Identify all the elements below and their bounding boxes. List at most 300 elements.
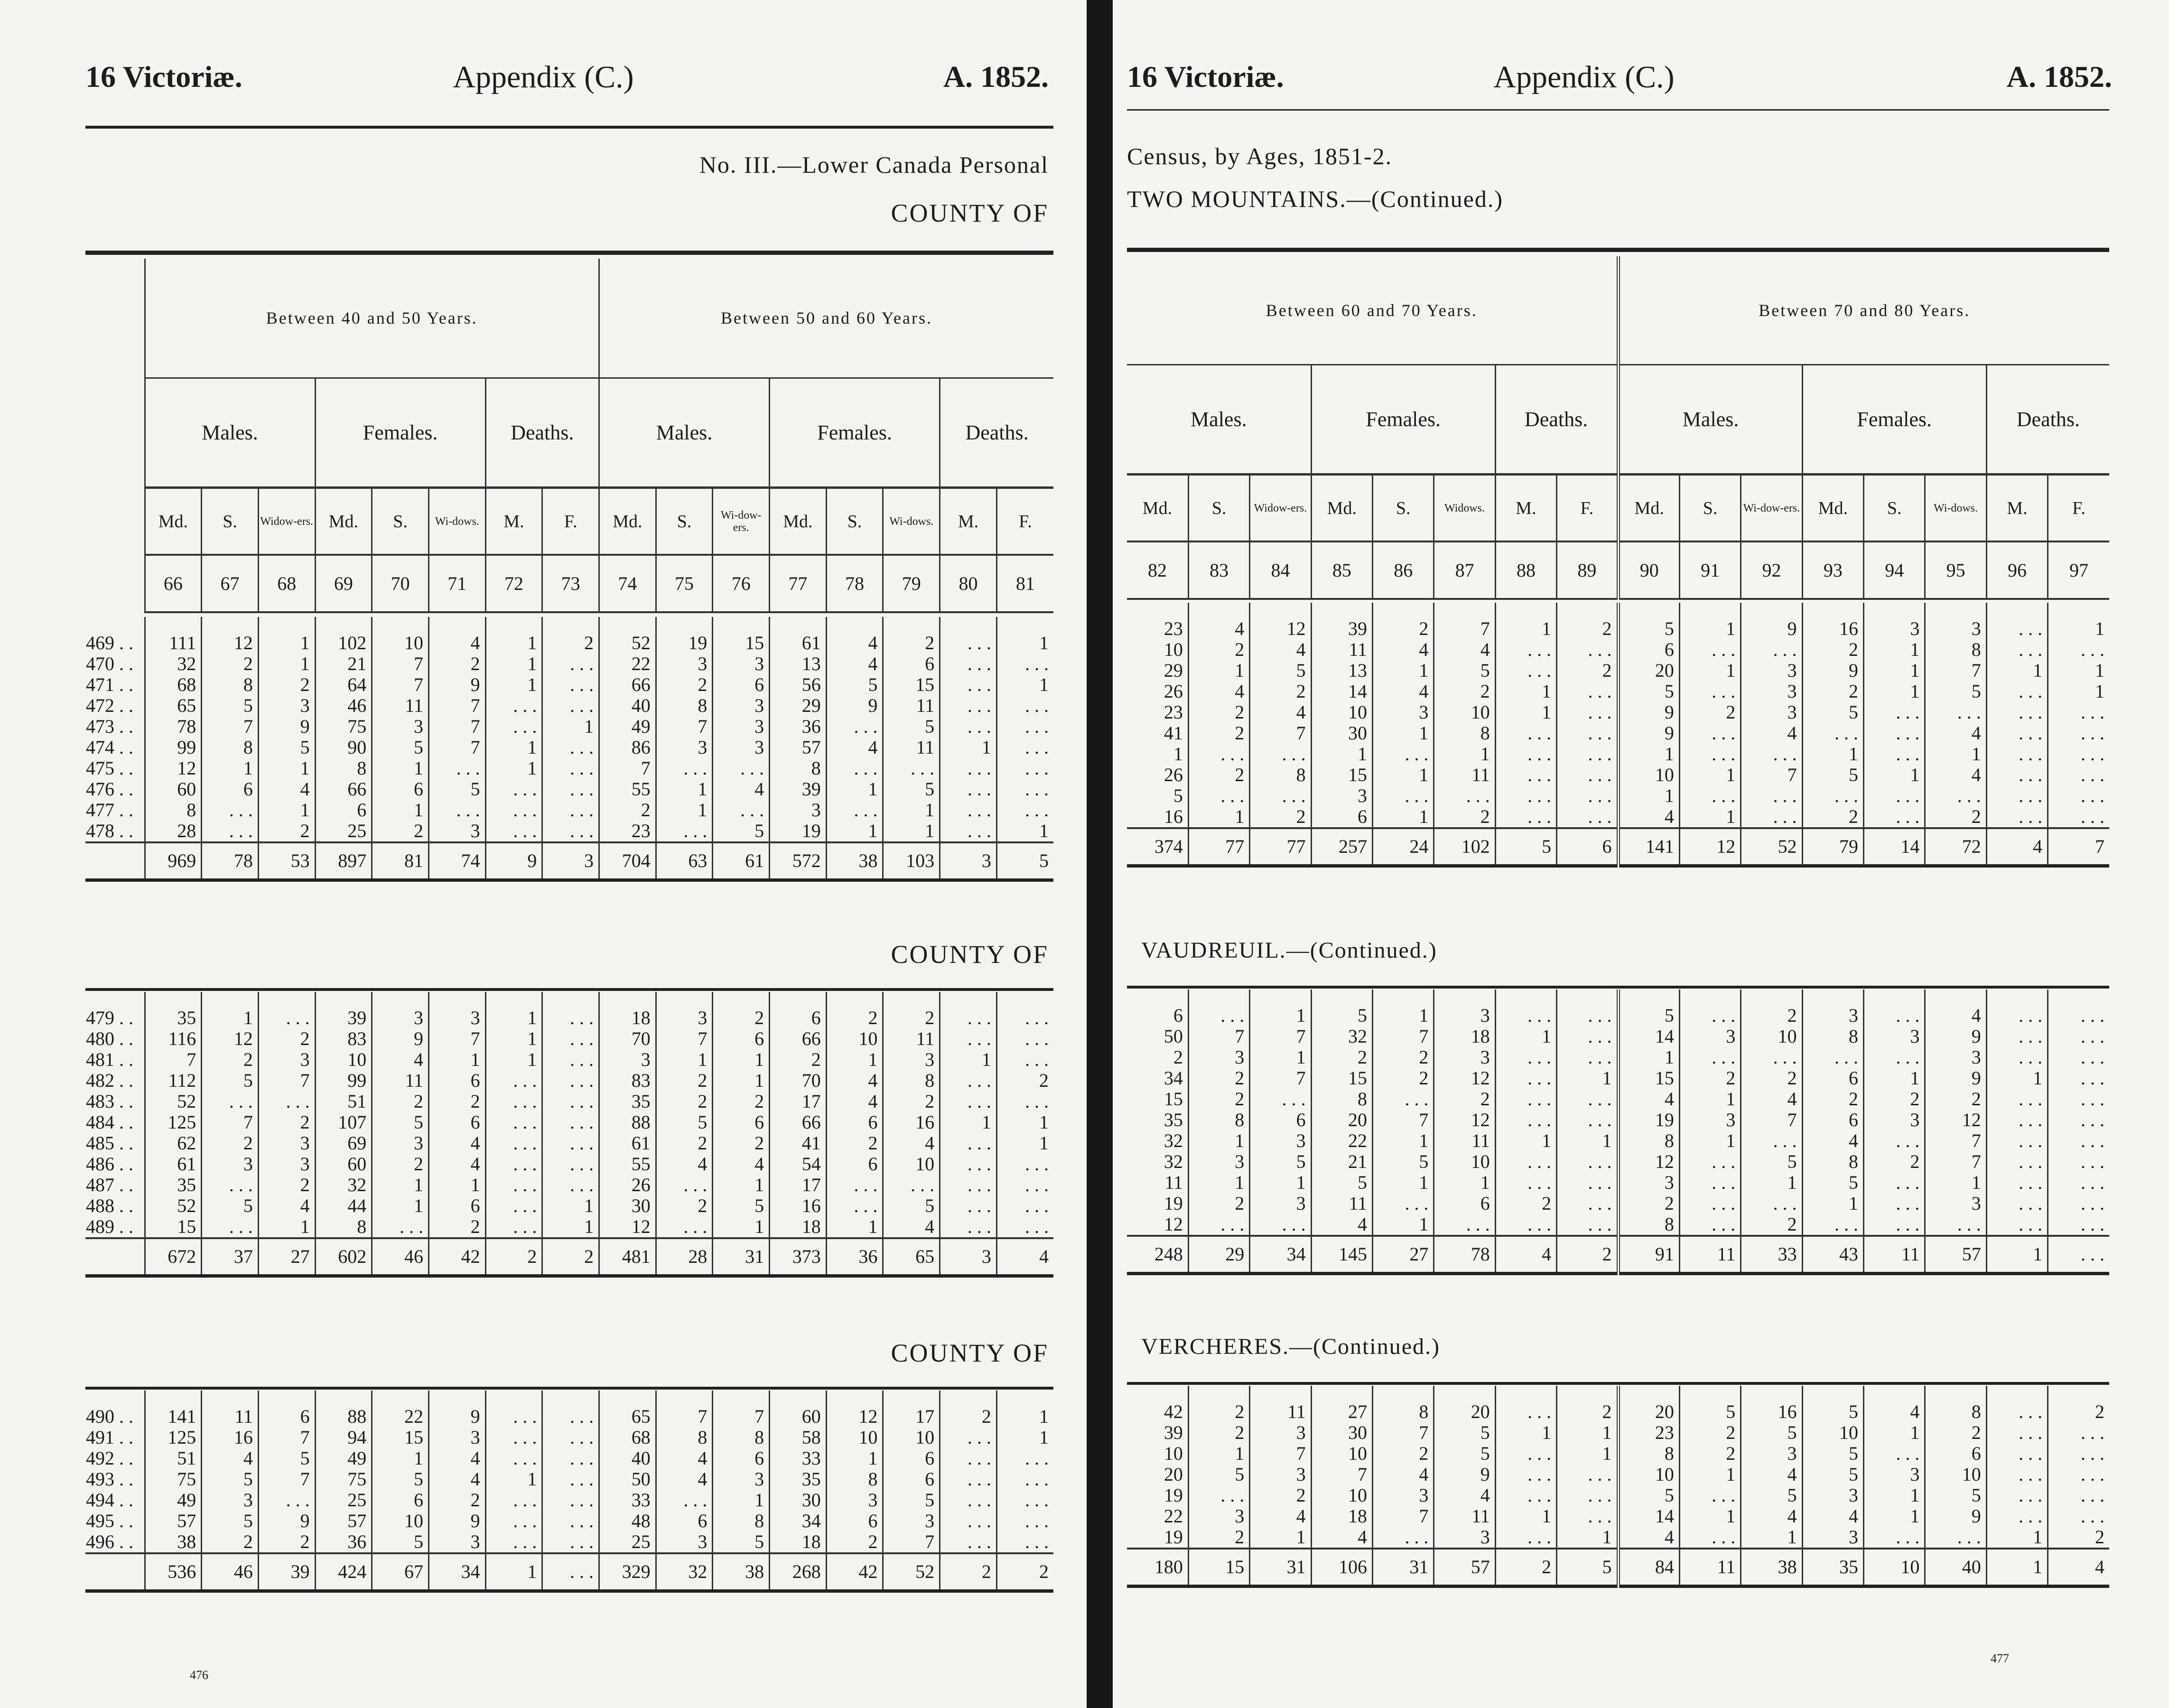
table-cell: 8	[1925, 639, 1986, 660]
table-cell: 2	[1188, 765, 1249, 785]
total-cell: 46	[372, 1238, 429, 1276]
table-cell: 52	[599, 617, 656, 653]
table-cell: 4	[1741, 1464, 1802, 1485]
table-cell: 4	[826, 737, 883, 758]
table-cell: . . .	[542, 737, 599, 758]
row-number: 474 . .	[86, 737, 133, 758]
table-cell: 7	[428, 737, 485, 758]
table-cell: . . .	[1986, 744, 2048, 765]
table-cell: . . .	[1986, 1214, 2048, 1236]
table-top-rule	[1127, 248, 2109, 252]
table-cell: 3	[258, 695, 315, 716]
table-cell: 4	[713, 779, 770, 800]
table-cell: 1	[996, 617, 1053, 653]
table-cell: . . .	[996, 800, 1053, 821]
table-cell: . . .	[1986, 785, 2048, 806]
table-cell: 7	[1925, 1151, 1986, 1172]
table-cell: 3	[656, 653, 713, 674]
table-cell: . . .	[940, 674, 997, 695]
table-cell: 1	[883, 821, 940, 842]
table-cell: 3	[1250, 1193, 1311, 1214]
table-cell: 1	[1188, 1172, 1249, 1193]
table-cell: 2	[258, 1028, 315, 1049]
table-cell: . . .	[1557, 723, 1618, 744]
sub-header: Deaths.	[1495, 365, 1618, 475]
table-cell: 1	[826, 1448, 883, 1469]
table-cell: 19	[1164, 1193, 1183, 1214]
table-cell: . . .	[713, 758, 770, 779]
county-heading: COUNTY OF	[891, 199, 1049, 227]
table-cell: 2	[1802, 806, 1863, 828]
table-cell: . . .	[485, 716, 542, 737]
table-cell: 27	[1311, 1386, 1372, 1422]
table-cell: 2	[1741, 1214, 1802, 1236]
table-cell: 40	[599, 695, 656, 716]
table-cell: 1	[485, 674, 542, 695]
table-cell: . . .	[1557, 1172, 1618, 1193]
column-label: Md.	[1618, 475, 1679, 542]
table-cell: 3	[770, 800, 827, 821]
table-cell: 2	[883, 992, 940, 1028]
table-cell: . . .	[2048, 1110, 2109, 1130]
table-cell: 1	[996, 1112, 1053, 1133]
table-cell: 17	[770, 1091, 827, 1112]
table-cell: 1	[1679, 1506, 1741, 1527]
table-cell: 5	[1741, 1485, 1802, 1506]
table-cell: . . .	[940, 1133, 997, 1154]
table-cell: 5	[1802, 1464, 1863, 1485]
table-cell: 1	[656, 800, 713, 821]
page-number: 476	[190, 1668, 208, 1682]
table-cell: . . .	[485, 1490, 542, 1511]
table-row	[85, 1195, 1053, 1216]
total-cell: 67	[372, 1553, 429, 1591]
table-cell: 4	[656, 1154, 713, 1175]
total-cell: 91	[1618, 1236, 1679, 1274]
table-row	[85, 1391, 1053, 1427]
total-cell: 34	[1250, 1236, 1311, 1274]
table-cell: . . .	[542, 758, 599, 779]
table-row	[1127, 765, 2109, 785]
table-cell: 5	[1618, 1485, 1679, 1506]
total-cell: 248	[1127, 1236, 1188, 1274]
table-cell: 2	[1373, 603, 1434, 639]
table-cell: 39	[315, 992, 372, 1028]
table-cell: 10	[883, 1154, 940, 1175]
table-cell: 12	[202, 1028, 259, 1049]
table-cell: 17	[770, 1175, 827, 1195]
table-cell: . . .	[485, 1216, 542, 1238]
total-cell: 3	[940, 842, 997, 880]
column-label: F.	[2048, 475, 2109, 542]
table-cell: . . .	[1986, 1172, 2048, 1193]
table-cell: . . .	[1495, 1214, 1556, 1236]
table-cell: . . .	[1741, 1047, 1802, 1068]
page-header-center: Appendix (C.)	[453, 60, 634, 94]
row-number: 486 . .	[86, 1153, 133, 1175]
table-cell: 2	[826, 992, 883, 1028]
table-cell: 3	[1188, 1506, 1249, 1527]
total-cell: 35	[1802, 1549, 1863, 1587]
table-cell: 41	[1164, 722, 1183, 744]
table-cell: . . .	[485, 1427, 542, 1448]
table-cell: 41	[770, 1133, 827, 1154]
total-cell: 52	[1741, 828, 1802, 866]
column-number: 77	[770, 555, 827, 612]
table-cell: 30	[1311, 1422, 1372, 1443]
table-cell: 83	[315, 1028, 372, 1049]
table-cell: 9	[258, 1511, 315, 1531]
table-cell: 1	[1373, 1130, 1434, 1151]
table-cell: 1	[485, 1049, 542, 1070]
table-cell: 3	[1925, 1193, 1986, 1214]
table-row	[85, 1028, 1053, 1049]
table-cell: . . .	[1986, 639, 2048, 660]
table-cell: 7	[1373, 1026, 1434, 1047]
totals-row	[1127, 828, 2109, 866]
table-cell: . . .	[1495, 1151, 1556, 1172]
table-cell: 5	[258, 1448, 315, 1469]
table-cell: . . .	[940, 1448, 997, 1469]
table-cell: . . .	[1557, 1089, 1618, 1110]
table-cell: 68	[145, 674, 202, 695]
table-cell: 70	[599, 1028, 656, 1049]
table-cell: 1	[1495, 702, 1556, 723]
table-cell: 2	[883, 617, 940, 653]
table-cell: . . .	[485, 821, 542, 842]
total-cell: 38	[826, 842, 883, 880]
county-heading: COUNTY OF	[891, 1339, 1049, 1367]
table-cell: 1	[1618, 785, 1679, 806]
table-cell: 2	[940, 1391, 997, 1427]
table-row	[1127, 1151, 2109, 1172]
table-row	[1127, 1089, 2109, 1110]
table-cell: . . .	[2048, 806, 2109, 828]
column-number: 80	[940, 555, 997, 612]
table-cell: 1	[1986, 1068, 2048, 1089]
row-number: 495 . .	[86, 1510, 133, 1531]
table-cell: . . .	[1495, 1068, 1556, 1089]
table-row	[1127, 603, 2109, 639]
table-cell: 16	[202, 1427, 259, 1448]
table-cell: . . .	[1495, 723, 1556, 744]
table-cell: 65	[145, 695, 202, 716]
table-cell: 39	[1311, 603, 1372, 639]
table-cell: 7	[1250, 1068, 1311, 1089]
total-cell: 57	[1434, 1549, 1495, 1587]
total-cell: 32	[656, 1553, 713, 1591]
table-row	[85, 716, 1053, 737]
table-cell: 3	[258, 1133, 315, 1154]
column-number: 94	[1864, 541, 1925, 599]
sub-header: Females.	[1802, 365, 1986, 475]
table-cell: . . .	[656, 1490, 713, 1511]
table-row	[85, 695, 1053, 716]
table-cell: 11	[1434, 765, 1495, 785]
header-rule	[85, 126, 1053, 129]
table-cell: . . .	[202, 1091, 259, 1112]
table-cell: . . .	[883, 1175, 940, 1195]
column-label: S.	[1679, 475, 1741, 542]
table-cell: 2	[656, 1091, 713, 1112]
table-cell: 3	[1802, 989, 1863, 1026]
table-cell: 5	[1188, 1464, 1249, 1485]
table-cell: 75	[315, 716, 372, 737]
totals-row	[1127, 1549, 2109, 1587]
table-cell: . . .	[1495, 1443, 1556, 1464]
table-cell: 2	[258, 821, 315, 842]
total-cell: 2	[996, 1553, 1053, 1591]
table-cell: 1	[1864, 1422, 1925, 1443]
table-cell: . . .	[996, 716, 1053, 737]
table-cell: 5	[883, 779, 940, 800]
total-cell: 46	[202, 1553, 259, 1591]
table-cell: 10	[826, 1028, 883, 1049]
table-cell: . . .	[2048, 1068, 2109, 1089]
table-cell: 48	[599, 1511, 656, 1531]
table-cell: 1	[1741, 1172, 1802, 1193]
table-cell: 1	[996, 674, 1053, 695]
table-cell: 14	[1311, 681, 1372, 702]
table-row	[85, 1490, 1053, 1511]
table-cell: . . .	[1679, 989, 1741, 1026]
table-cell: 6	[883, 1448, 940, 1469]
total-cell: . . .	[542, 1553, 599, 1591]
table-cell: 75	[315, 1469, 372, 1490]
sub-header: Males.	[1618, 365, 1802, 475]
row-number: 473 . .	[86, 716, 133, 737]
table-cell: 16	[1741, 1386, 1802, 1422]
table-cell: 28	[145, 821, 202, 842]
table-cell: 1	[1434, 744, 1495, 765]
table-cell: 7	[428, 716, 485, 737]
sub-header: Deaths.	[1986, 365, 2109, 475]
table-cell: 3	[372, 1133, 429, 1154]
table-cell: 3	[1188, 1047, 1249, 1068]
table-cell: 83	[599, 1070, 656, 1091]
table-cell: 1	[1679, 660, 1741, 681]
table-row	[85, 617, 1053, 653]
table-cell: 3	[826, 1490, 883, 1511]
table-cell: . . .	[2048, 1026, 2109, 1047]
table-row	[85, 1511, 1053, 1531]
table-cell: 1	[826, 779, 883, 800]
table-cell: . . .	[1373, 1527, 1434, 1549]
table-cell: . . .	[542, 1091, 599, 1112]
table-cell: 1	[1373, 765, 1434, 785]
total-cell: 11	[1679, 1236, 1741, 1274]
table-cell: 1	[826, 1049, 883, 1070]
table-row	[85, 1070, 1053, 1091]
table-cell: 11	[1164, 1172, 1183, 1193]
table-cell: 3	[1434, 1047, 1495, 1068]
table-cell: 29	[770, 695, 827, 716]
table-cell: 7	[1250, 1443, 1311, 1464]
table-cell: 3	[599, 1049, 656, 1070]
table-cell: . . .	[1802, 1047, 1863, 1068]
table-cell: 112	[145, 1070, 202, 1091]
table-cell: 16	[770, 1195, 827, 1216]
table-cell: 8	[826, 1469, 883, 1490]
table-cell: . . .	[2048, 744, 2109, 765]
column-label: M.	[485, 488, 542, 555]
table-cell: 2	[1434, 681, 1495, 702]
table-cell: . . .	[1864, 1443, 1925, 1464]
table-cell: . . .	[2048, 1151, 2109, 1172]
table-cell: 3	[713, 695, 770, 716]
table-cell: . . .	[1495, 785, 1556, 806]
column-number-row	[1127, 541, 2109, 599]
table-cell: 1	[542, 716, 599, 737]
table-cell: 1	[713, 1216, 770, 1238]
table-cell: 34	[770, 1511, 827, 1531]
table-cell: 39	[770, 779, 827, 800]
table-cell: . . .	[1986, 1485, 2048, 1506]
table-cell: . . .	[542, 1070, 599, 1091]
sub-header: Males.	[1127, 365, 1311, 475]
row-number: 480 . .	[86, 1028, 133, 1049]
table-cell: 1	[1741, 1527, 1802, 1549]
column-label: Md.	[599, 488, 656, 555]
column-label: Widow-ers.	[1250, 475, 1311, 542]
total-cell: 329	[599, 1553, 656, 1591]
table-cell: 1	[1495, 681, 1556, 702]
table-cell: . . .	[1434, 785, 1495, 806]
table-cell: . . .	[940, 1490, 997, 1511]
total-cell: 268	[770, 1553, 827, 1591]
table-cell: 2	[1188, 1422, 1249, 1443]
column-number: 90	[1618, 541, 1679, 599]
table-cell: 1	[1434, 1172, 1495, 1193]
table-cell: 1	[713, 1070, 770, 1091]
table-cell: 8	[883, 1070, 940, 1091]
table-cell: 5	[1741, 1151, 1802, 1172]
column-number: 87	[1434, 541, 1495, 599]
table-cell: . . .	[940, 653, 997, 674]
table-cell: 2	[770, 1049, 827, 1070]
table-cell: 9	[826, 695, 883, 716]
table-cell: . . .	[1864, 785, 1925, 806]
table-cell: . . .	[542, 1511, 599, 1531]
table-cell: 30	[599, 1195, 656, 1216]
table-cell: . . .	[1557, 1214, 1618, 1236]
table-cell: 1	[996, 821, 1053, 842]
table-cell: . . .	[826, 1175, 883, 1195]
table-cell: 1	[1864, 1485, 1925, 1506]
table-cell: 99	[315, 1070, 372, 1091]
table-cell: 3	[258, 1049, 315, 1070]
table-cell: 33	[770, 1448, 827, 1469]
table-cell: 57	[145, 1511, 202, 1531]
total-cell: 2	[940, 1553, 997, 1591]
table-cell: 1	[1557, 1068, 1618, 1089]
row-number: 485 . .	[86, 1132, 133, 1154]
table-cell: . . .	[1864, 1214, 1925, 1236]
table-cell: 6	[826, 1154, 883, 1175]
table-cell: . . .	[1986, 1506, 2048, 1527]
table-cell: 66	[315, 779, 372, 800]
table-cell: 7	[1373, 1422, 1434, 1443]
table-cell: 8	[656, 695, 713, 716]
table-cell: 19	[770, 821, 827, 842]
table-cell: 11	[372, 695, 429, 716]
table-cell: . . .	[1986, 1110, 2048, 1130]
table-cell: . . .	[1802, 785, 1863, 806]
row-number: 472 . .	[86, 695, 133, 716]
table-cell: 12	[1434, 1068, 1495, 1089]
table-cell: 40	[599, 1448, 656, 1469]
table-cell: 11	[883, 695, 940, 716]
column-label: S.	[1864, 475, 1925, 542]
table-row	[85, 737, 1053, 758]
total-cell: 74	[428, 842, 485, 880]
table-cell: 4	[428, 1154, 485, 1175]
table-cell: 9	[428, 674, 485, 695]
table-cell: 3	[1679, 1110, 1741, 1130]
sub-header: Males.	[599, 378, 770, 488]
total-cell: 536	[145, 1553, 202, 1591]
table-cell: 5	[1925, 681, 1986, 702]
table-cell: 2	[2048, 1386, 2109, 1422]
total-cell: 6	[1557, 828, 1618, 866]
column-number: 75	[656, 555, 713, 612]
table-cell: 8	[315, 1216, 372, 1238]
table-cell: 2	[1864, 1089, 1925, 1110]
table-cell: . . .	[1557, 989, 1618, 1026]
total-cell: 1	[1986, 1549, 2048, 1587]
table-cell: . . .	[542, 653, 599, 674]
table-cell: 4	[1434, 1485, 1495, 1506]
table-cell: 5	[1250, 1151, 1311, 1172]
table-cell: . . .	[1864, 702, 1925, 723]
table-cell: . . .	[996, 653, 1053, 674]
table-cell: 4	[1925, 989, 1986, 1026]
table-cell: . . .	[1495, 1527, 1556, 1549]
row-number: 487 . .	[86, 1174, 133, 1195]
table-cell: 6	[713, 1112, 770, 1133]
section-top-rule	[85, 1387, 1053, 1390]
column-number: 69	[315, 555, 372, 612]
column-label: Wi-dow-ers.	[1741, 475, 1802, 542]
table-cell: 9	[1802, 660, 1863, 681]
table-cell: 10	[1618, 1464, 1679, 1485]
table-cell: . . .	[996, 1469, 1053, 1490]
column-label: Wi-dows.	[1925, 475, 1986, 542]
table-cell: 1	[1802, 1193, 1863, 1214]
total-cell: 11	[1864, 1236, 1925, 1274]
table-cell: 49	[145, 1490, 202, 1511]
table-cell: 4	[428, 1448, 485, 1469]
table-cell: . . .	[1986, 702, 2048, 723]
table-cell: 9	[428, 1511, 485, 1531]
sub-header: Females.	[315, 378, 485, 488]
table-cell: 2	[428, 1216, 485, 1238]
table-cell: 3	[713, 1469, 770, 1490]
table-cell: 15	[1618, 1068, 1679, 1089]
table-cell: . . .	[485, 1154, 542, 1175]
sub-header: Deaths.	[485, 378, 599, 488]
table-cell: 3	[428, 821, 485, 842]
table-cell: 6	[713, 674, 770, 695]
table-cell: . . .	[1557, 1110, 1618, 1130]
table-cell: 10	[1164, 1443, 1183, 1464]
table-cell: 2	[1679, 1068, 1741, 1089]
total-cell: 704	[599, 842, 656, 880]
table-cell: . . .	[2048, 1047, 2109, 1068]
table-cell: . . .	[996, 1028, 1053, 1049]
table-cell: . . .	[1986, 1193, 2048, 1214]
table-cell: 6	[1802, 1068, 1863, 1089]
